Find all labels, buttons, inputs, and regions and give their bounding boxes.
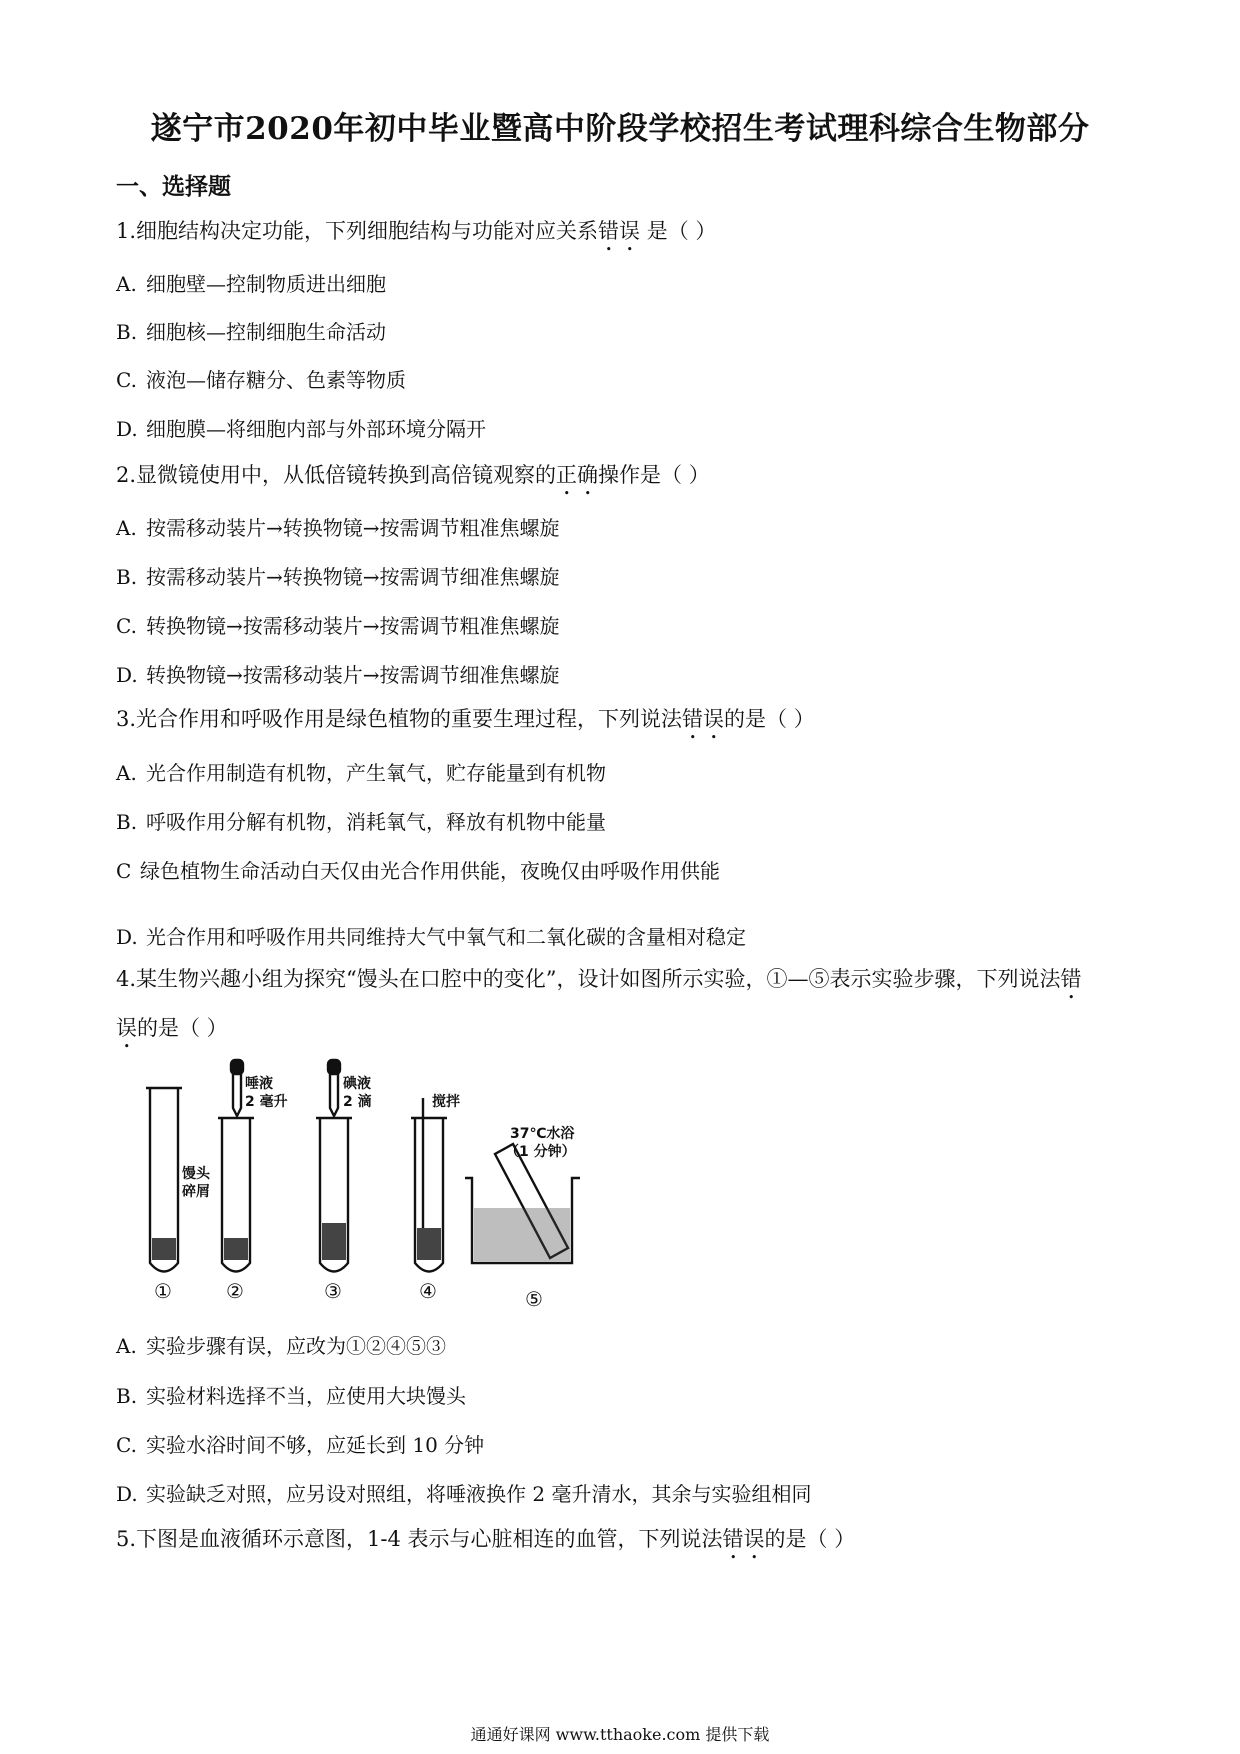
emphasis-text: 错: [1060, 967, 1082, 991]
question-3-option-c: C 绿色植物生命活动白天仅由光合作用供能，夜晚仅由呼吸作用供能: [116, 859, 720, 883]
question-2-option-b: B. 按需移动装片→转换物镜→按需调节细准焦螺旋: [116, 565, 560, 589]
water-bath-label: 37℃水浴: [510, 1126, 575, 1142]
question-3-option-b: B. 呼吸作用分解有机物，消耗氧气，释放有机物中能量: [116, 810, 606, 834]
question-2-option-d: D. 转换物镜→按需移动装片→按需调节细准焦螺旋: [116, 663, 560, 687]
page-title: 遂宁市2020年初中毕业暨高中阶段学校招生考试理科综合生物部分: [150, 111, 1090, 147]
question-4-option-d: D. 实验缺乏对照，应另设对照组，将唾液换作 2 毫升清水，其余与实验组相同: [116, 1482, 812, 1506]
question-4-stem-cont: 误的是（ ）: [116, 1016, 228, 1040]
question-1-option-b: B. 细胞核—控制细胞生命活动: [116, 320, 386, 344]
section-heading: 一、选择题: [116, 173, 231, 200]
emphasis-text: 正确: [556, 463, 599, 487]
question-2-option-a: A. 按需移动装片→转换物镜→按需调节粗准焦螺旋: [116, 516, 560, 540]
question-3-option-d: D. 光合作用和呼吸作用共同维持大气中氧气和二氧化碳的含量相对稳定: [116, 925, 746, 949]
step-1-number: ①: [154, 1279, 172, 1303]
question-3-stem: 3.光合作用和呼吸作用是绿色植物的重要生理过程，下列说法错误的是（ ）: [116, 707, 815, 731]
experiment-figure: [140, 1058, 625, 1310]
emphasis-text: 错误: [722, 1527, 765, 1551]
footer-source: 通通好课网 www.tthaoke.com 提供下载: [470, 1725, 770, 1744]
emphasis-text: 错误: [682, 707, 725, 731]
crumbs-label-2: 碎屑: [182, 1184, 210, 1200]
test-tube-diagram: [140, 1058, 625, 1310]
question-1-option-d: D. 细胞膜—将细胞内部与外部环境分隔开: [116, 417, 486, 441]
step-4-number: ④: [419, 1279, 437, 1303]
step-2-number: ②: [226, 1279, 244, 1303]
question-2-stem: 2.显微镜使用中，从低倍镜转换到高倍镜观察的正确操作是（ ）: [116, 463, 710, 487]
saliva-label: 唾液: [245, 1076, 273, 1092]
emphasis-text: 错误: [598, 219, 641, 243]
step-5-number: ⑤: [525, 1287, 543, 1310]
crumbs-label: 馒头: [182, 1166, 210, 1182]
question-5-stem: 5.下图是血液循环示意图，1-4 表示与心脏相连的血管，下列说法错误的是（ ）: [116, 1527, 856, 1551]
iodine-label: 碘液: [343, 1076, 371, 1092]
saliva-amount: 2 毫升: [245, 1094, 288, 1110]
step-3-number: ③: [324, 1279, 342, 1303]
question-4-option-a: A. 实验步骤有误，应改为①②④⑤③: [116, 1334, 446, 1358]
iodine-amount: 2 滴: [343, 1094, 372, 1110]
stem-text: 1.细胞结构决定功能，下列细胞结构与功能对应关系: [116, 219, 599, 243]
question-3-option-a: A. 光合作用制造有机物，产生氧气，贮存能量到有机物: [116, 761, 606, 785]
emphasis-text: 误: [116, 1016, 137, 1040]
stir-label: 搅拌: [432, 1094, 460, 1110]
stem-text: 是（ ）: [640, 219, 717, 243]
question-4-option-b: B. 实验材料选择不当，应使用大块馒头: [116, 1384, 466, 1408]
question-1-option-c: C. 液泡—储存糖分、色素等物质: [116, 368, 406, 392]
question-2-option-c: C. 转换物镜→按需移动装片→按需调节粗准焦螺旋: [116, 614, 560, 638]
question-4-option-c: C. 实验水浴时间不够，应延长到 10 分钟: [116, 1433, 485, 1457]
question-4-stem: 4.某生物兴趣小组为探究“馒头在口腔中的变化”，设计如图所示实验，①—⑤表示实验步骤，下列说法错: [116, 967, 1082, 991]
water-bath-time: （1 分钟）: [505, 1144, 576, 1160]
question-1-stem: [116, 215, 716, 256]
question-1-option-a: A. 细胞壁—控制物质进出细胞: [116, 272, 386, 296]
